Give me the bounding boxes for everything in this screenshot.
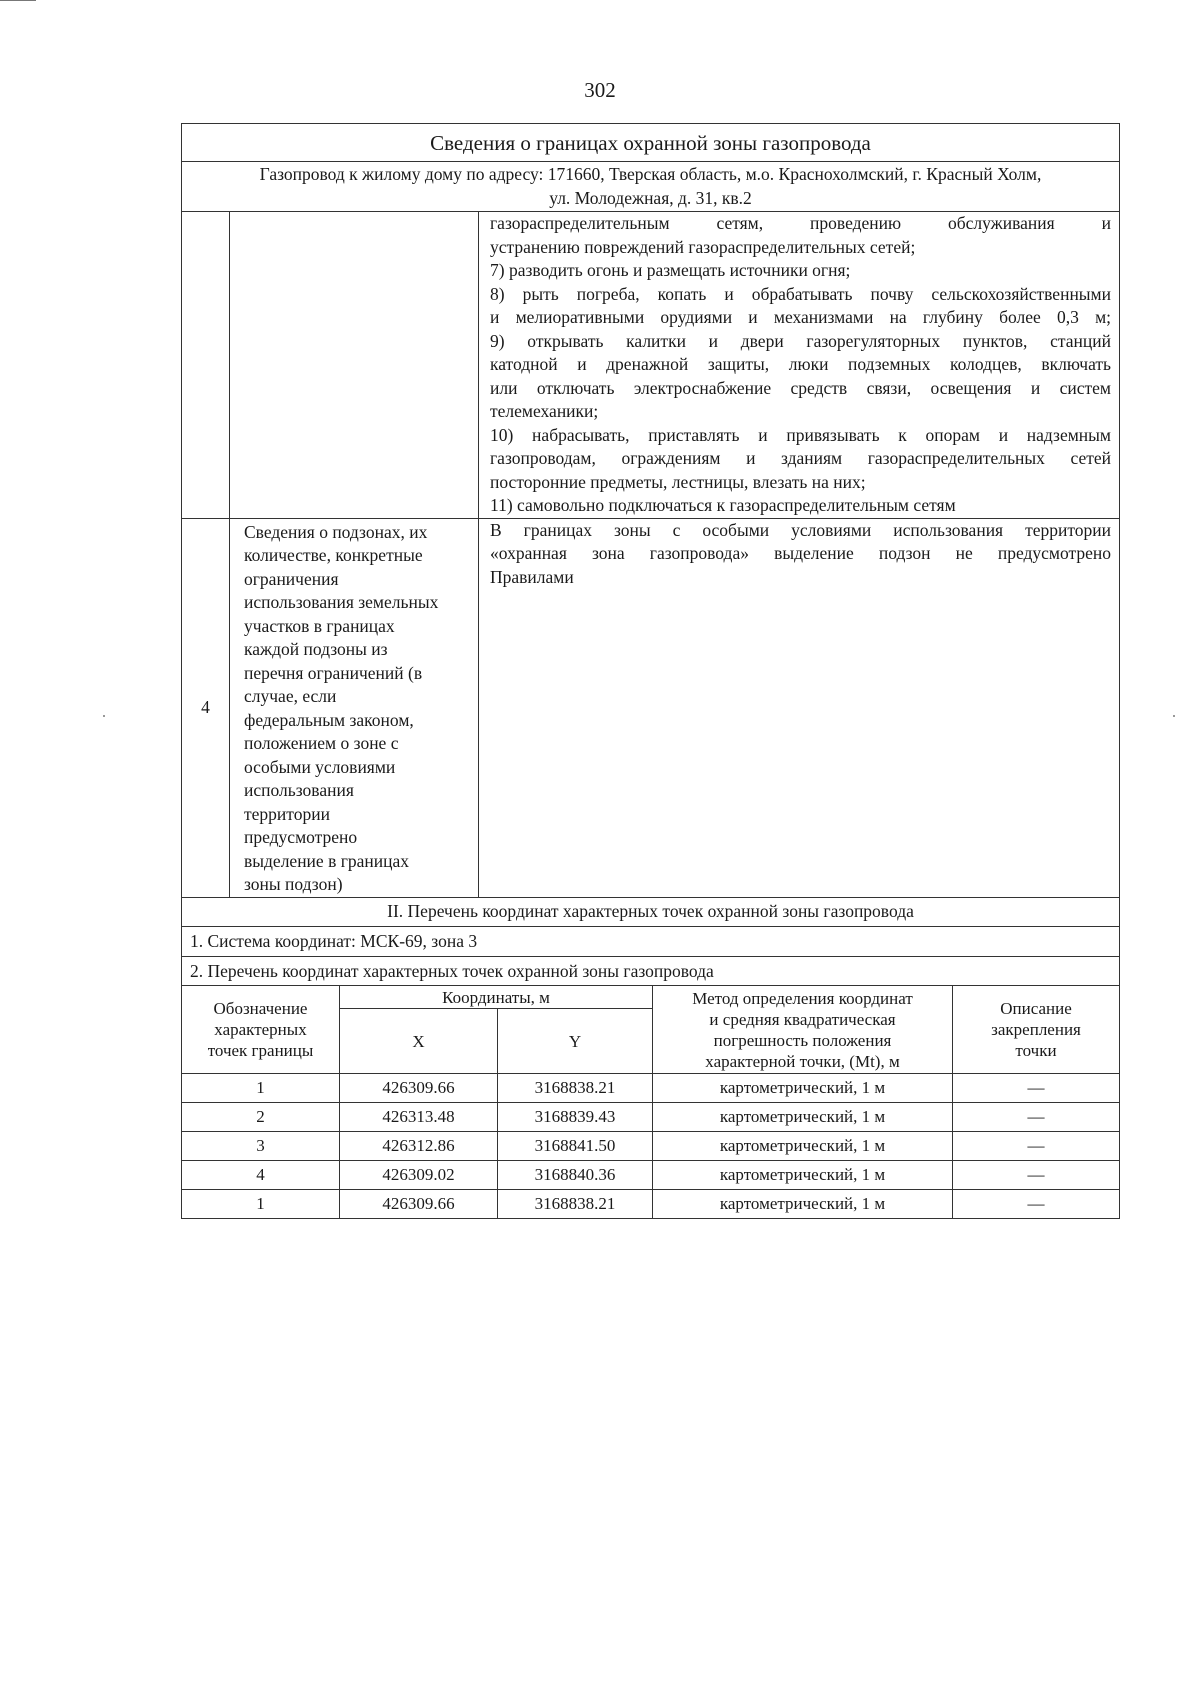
label-line: федеральным законом, (244, 709, 414, 730)
section-2-title: II. Перечень координат характерных точек охранной зоны газопровода (182, 897, 1120, 927)
scan-speck (103, 715, 105, 717)
header-coordinates: Координаты, м (340, 986, 653, 1009)
header-line: точки (1015, 1041, 1057, 1060)
text-line: устранению повреждений газораспределительных сетей; (490, 236, 916, 257)
cell-method: картометрический, 1 м (653, 1074, 953, 1103)
text-line: катодной и дренажной защиты, люки подземных колодцев, включать (490, 354, 1112, 374)
label-line: положением о зоне с (244, 733, 399, 753)
text-line: В границах зоны с особыми условиями использования территории (490, 519, 1112, 540)
cell-x: 426309.66 (340, 1074, 498, 1103)
label-line: предусмотрено (244, 827, 358, 847)
cell-description: — (953, 1132, 1120, 1161)
text-line: посторонние предметы, лестницы, влезать на них; (490, 471, 866, 492)
scan-speck (1173, 715, 1175, 717)
scan-edge-mark (0, 0, 36, 1)
row-number (182, 212, 230, 519)
text-line: 11) самовольно подключаться к газораспределительным сетям (490, 495, 956, 515)
cell-method: картометрический, 1 м (653, 1190, 953, 1219)
header-y: Y (498, 1009, 653, 1074)
label-line: случае, если (244, 686, 337, 706)
coordinate-system: 1. Система координат: МСК-69, зона 3 (182, 927, 1120, 957)
label-line: Сведения о подзонах, их (244, 521, 428, 542)
cell-point: 1 (182, 1074, 340, 1103)
label-line: количестве, конкретные (244, 545, 423, 565)
cell-y: 3168838.21 (498, 1190, 653, 1219)
cell-y: 3168841.50 (498, 1132, 653, 1161)
cell-x: 426313.48 (340, 1103, 498, 1132)
table-row (182, 1103, 1120, 1132)
text-line: 7) разводить огонь и размещать источники огня; (490, 260, 851, 280)
header-line: характерных (214, 1020, 307, 1039)
coordinate-list-title: 2. Перечень координат характерных точек охранной зоны газопровода (182, 956, 1120, 986)
text-line: и мелиоративными орудиями и механизмами на глубину более 0,3 м; (490, 307, 1112, 327)
text-line: Правилами (490, 566, 574, 587)
subzones-text (479, 518, 1120, 897)
table-row (182, 1190, 1120, 1219)
table-row (182, 1161, 1120, 1190)
object-address (182, 162, 1120, 212)
cell-point: 3 (182, 1132, 340, 1161)
table-title: Сведения о границах охранной зоны газопровода (182, 124, 1120, 162)
cell-y: 3168839.43 (498, 1103, 653, 1132)
label-line: особыми условиями (244, 756, 396, 777)
text-line: 10) набрасывать, приставлять и привязывать к опорам и надземным (490, 424, 1112, 445)
label-line: территории (244, 803, 330, 824)
label-line: ограничения (244, 568, 339, 589)
cell-point: 1 (182, 1190, 340, 1219)
label-line: участков в границах (244, 615, 395, 636)
cell-point: 4 (182, 1161, 340, 1190)
subzones-label (230, 518, 479, 897)
text-line: 8) рыть погреба, копать и обрабатывать почву сельскохозяйственными (490, 283, 1112, 304)
header-point (182, 986, 340, 1074)
label-line: зоны подзон) (244, 874, 343, 894)
cell-description: — (953, 1161, 1120, 1190)
row-number: 4 (182, 518, 230, 897)
table-row (182, 1074, 1120, 1103)
row-label-empty (230, 212, 479, 519)
cell-x: 426312.86 (340, 1132, 498, 1161)
header-description (953, 986, 1120, 1074)
header-line: закрепления (991, 1020, 1081, 1039)
header-line: Описание (1000, 999, 1072, 1018)
text-line: газораспределительным сетям, проведению обслуживания и (490, 213, 1112, 233)
cell-y: 3168840.36 (498, 1161, 653, 1190)
cell-x: 426309.02 (340, 1161, 498, 1190)
cell-method: картометрический, 1 м (653, 1132, 953, 1161)
header-line: и средняя квадратическая (709, 1009, 896, 1029)
page-number: 302 (584, 78, 616, 102)
label-line: использования земельных (244, 592, 439, 612)
protection-zone-table (181, 123, 1120, 986)
address-line: Газопровод к жилому дому по адресу: 171660, Тверская область, м.о. Краснохолмский, г. Красный Холм, (259, 164, 1042, 184)
text-line: 9) открывать калитки и двери газорегуляторных пунктов, станций (490, 330, 1112, 351)
label-line: перечня ограничений (в (244, 662, 423, 683)
cell-description: — (953, 1074, 1120, 1103)
restrictions-continued (479, 212, 1120, 519)
header-line: погрешность положения (713, 1030, 892, 1050)
text-line: телемеханики; (490, 401, 599, 421)
coordinates-table (181, 985, 1120, 1219)
cell-point: 2 (182, 1103, 340, 1132)
cell-method: картометрический, 1 м (653, 1103, 953, 1132)
header-line: характерной точки, (Mt), м (705, 1051, 900, 1071)
header-x: X (340, 1009, 498, 1074)
text-line: или отключать электроснабжение средств связи, освещения и систем (490, 377, 1112, 398)
text-line: газопроводам, ограждениям и зданиям газораспределительных сетей (490, 448, 1112, 468)
table-row (182, 1132, 1120, 1161)
header-line: Обозначение (213, 999, 308, 1018)
cell-description: — (953, 1103, 1120, 1132)
header-line: точек границы (207, 1041, 314, 1060)
address-line: ул. Молодежная, д. 31, кв.2 (549, 187, 752, 208)
label-line: каждой подзоны из (244, 639, 388, 659)
header-method (653, 986, 953, 1074)
cell-y: 3168838.21 (498, 1074, 653, 1103)
label-line: использования (244, 780, 354, 800)
label-line: выделение в границах (244, 850, 410, 871)
cell-x: 426309.66 (340, 1190, 498, 1219)
header-line: Метод определения координат (692, 988, 913, 1008)
cell-description: — (953, 1190, 1120, 1219)
cell-method: картометрический, 1 м (653, 1161, 953, 1190)
text-line: «охранная зона газопровода» выделение подзон не предусмотрено (490, 543, 1112, 563)
